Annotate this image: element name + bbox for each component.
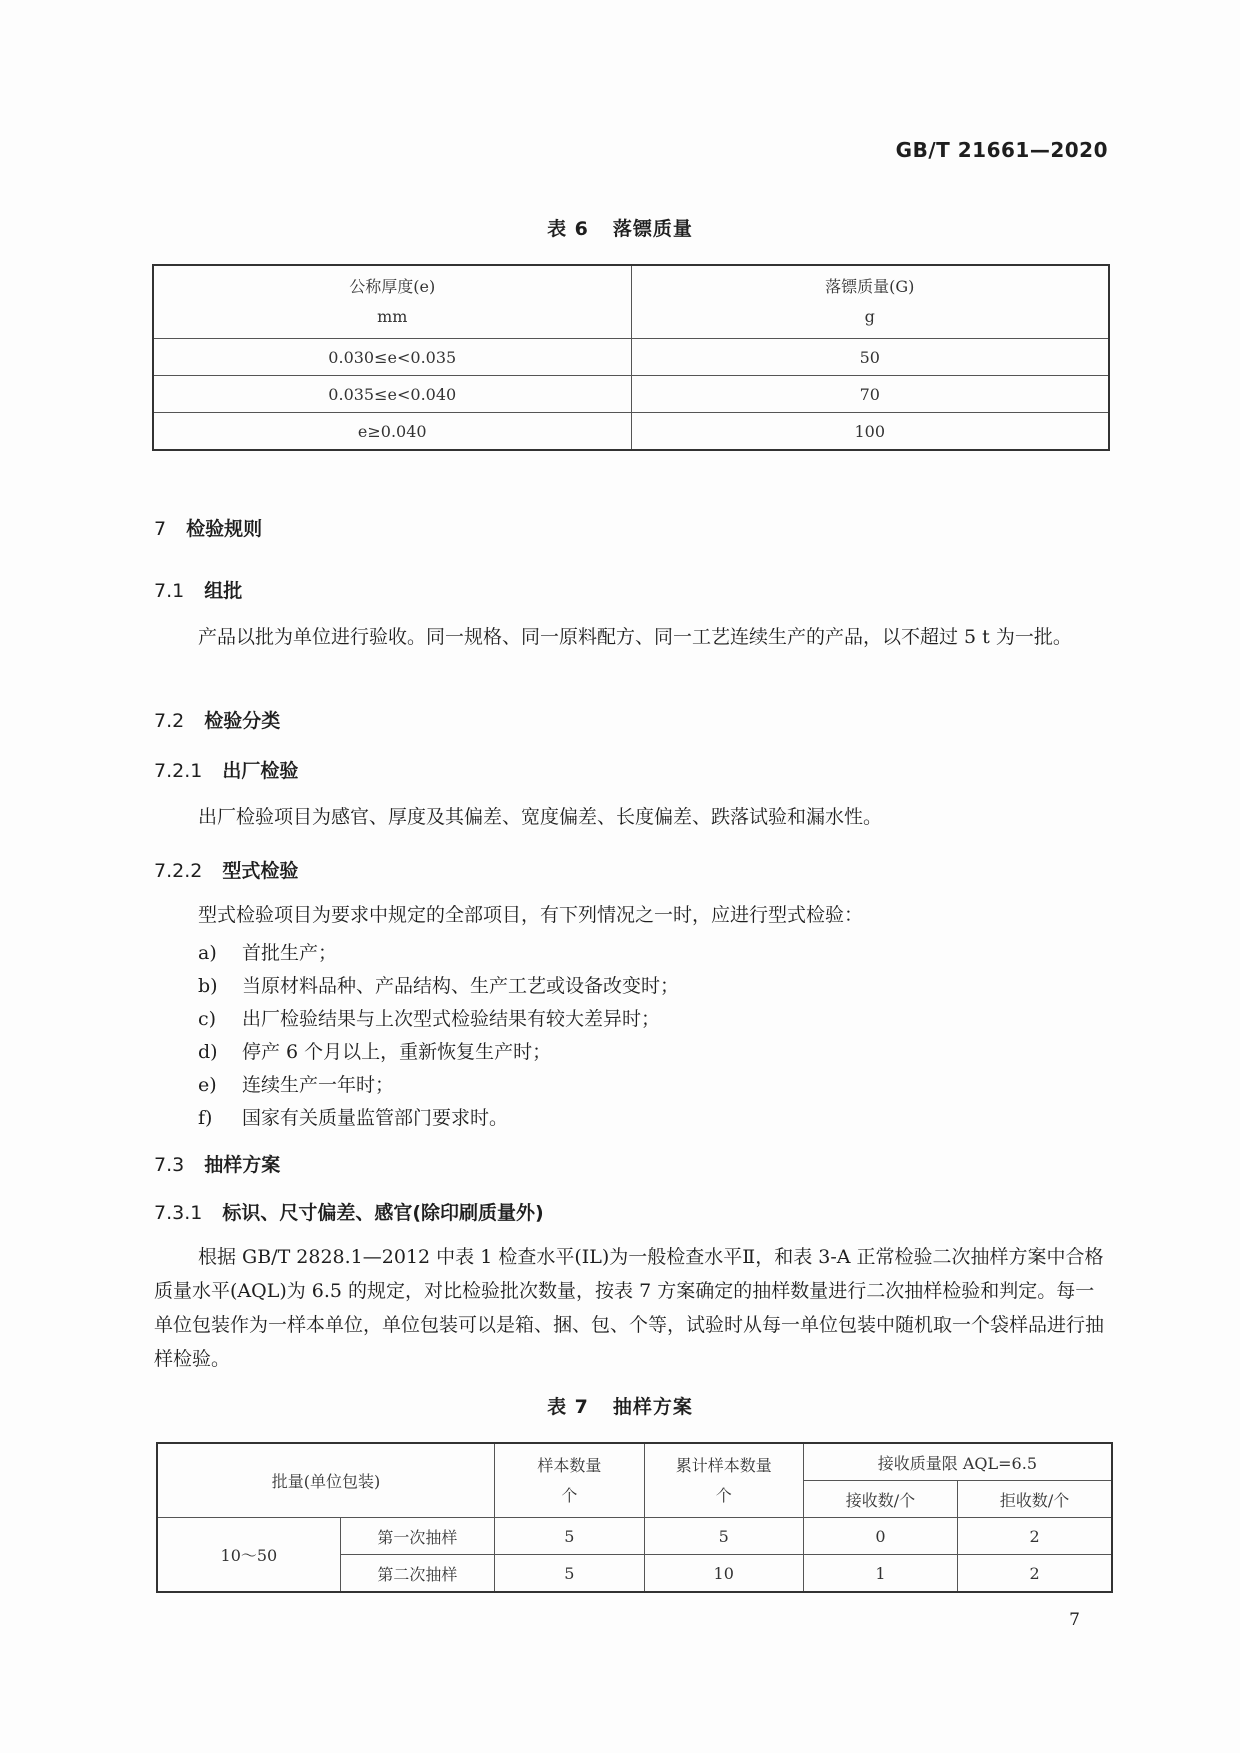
table7-header-row [157, 1443, 1112, 1481]
table7-accept-header: 接收数/个 [803, 1481, 957, 1518]
section-title: 出厂检验 [222, 760, 299, 782]
list-text: 连续生产一年时； [242, 1074, 395, 1096]
table7-accept-cell: 1 [803, 1555, 957, 1593]
section-title: 检验规则 [186, 518, 263, 540]
section-number: 7.1 [154, 580, 185, 602]
table7-aql-header: 接收质量限 AQL=6.5 [803, 1443, 1112, 1481]
table6-mass-cell: 50 [631, 339, 1109, 376]
list-text: 出厂检验结果与上次型式检验结果有较大差异时； [242, 1008, 661, 1030]
standard-number: GB/T 21661—2020 [895, 138, 1108, 162]
table7-stage-cell: 第二次抽样 [340, 1555, 494, 1593]
table7-sample-header [495, 1443, 645, 1518]
table6-col1-unit: mm [377, 307, 408, 326]
list-marker: d) [198, 1041, 218, 1063]
table-row [153, 413, 1109, 451]
section-7-2-1-heading [154, 756, 298, 783]
section-number: 7.2.1 [154, 760, 203, 782]
table7-sample-cell: 5 [495, 1518, 645, 1555]
list-text: 首批生产； [242, 942, 338, 964]
table6-thickness-cell: 0.030≤e<0.035 [153, 339, 631, 376]
list-marker: f) [198, 1107, 213, 1129]
table7-stage-cell: 第一次抽样 [340, 1518, 494, 1555]
section-title: 检验分类 [204, 710, 281, 732]
list-text: 国家有关质量监管部门要求时。 [242, 1107, 509, 1129]
section-7-2-1-text: 出厂检验项目为感官、厚度及其偏差、宽度偏差、长度偏差、跌落试验和漏水性。 [198, 806, 883, 828]
section-7-3-1-heading [154, 1198, 544, 1225]
table7-caption [0, 1392, 1240, 1419]
list-item [198, 1070, 394, 1097]
table6-header-row [153, 265, 1109, 339]
table-row [153, 339, 1109, 376]
table6-col2-header [631, 265, 1109, 339]
list-marker: c) [198, 1008, 217, 1030]
section-number: 7 [154, 518, 167, 540]
table6-col2-unit: g [864, 307, 875, 326]
table6-number: 表 6 [547, 218, 589, 240]
table7-title: 抽样方案 [612, 1396, 693, 1418]
list-text: 当原材料品种、产品结构、生产工艺或设备改变时； [242, 975, 680, 997]
table6-col1-title: 公称厚度(e) [349, 277, 436, 296]
list-item [198, 1004, 660, 1031]
table6-title: 落镖质量 [612, 218, 693, 240]
section-number: 7.2.2 [154, 860, 203, 882]
section-number: 7.2 [154, 710, 185, 732]
list-item [198, 971, 679, 998]
list-marker: b) [198, 975, 218, 997]
table7 [156, 1442, 1113, 1593]
section-7-3-heading [154, 1150, 280, 1177]
table7-reject-cell: 2 [958, 1555, 1112, 1593]
section-7-1-text: 产品以批为单位进行验收。同一规格、同一原料配方、同一工艺连续生产的产品，以不超过 5 t 为一批。 [198, 626, 1072, 648]
table6-caption [0, 214, 1240, 241]
table6-col2-title: 落镖质量(G) [825, 277, 915, 296]
table7-cum-cell: 10 [644, 1555, 803, 1593]
list-item [198, 938, 337, 965]
list-item [198, 1037, 551, 1064]
section-title: 组批 [204, 580, 243, 602]
list-item [198, 1103, 508, 1130]
section-title: 抽样方案 [204, 1154, 281, 1176]
list-marker: a) [198, 942, 217, 964]
section-title: 型式检验 [222, 860, 299, 882]
table-row [153, 376, 1109, 413]
section-7-2-2-text: 型式检验项目为要求中规定的全部项目，有下列情况之一时，应进行型式检验： [198, 904, 864, 926]
table7-reject-header: 拒收数/个 [958, 1481, 1112, 1518]
section-7-heading [154, 514, 262, 541]
table-row [157, 1518, 1112, 1555]
section-number: 7.3 [154, 1154, 185, 1176]
table7-sample-title: 样本数量 [537, 1455, 602, 1475]
table7-cum-cell: 5 [644, 1518, 803, 1555]
list-marker: e) [198, 1074, 217, 1096]
table7-reject-cell: 2 [958, 1518, 1112, 1555]
table7-cum-header [644, 1443, 803, 1518]
section-7-2-heading [154, 706, 280, 733]
section-7-1-heading [154, 576, 242, 603]
table7-number: 表 7 [547, 1396, 589, 1418]
table6-mass-cell: 70 [631, 376, 1109, 413]
table7-sample-unit: 个 [561, 1485, 578, 1505]
page-number: 7 [1069, 1610, 1080, 1630]
table7-cum-title: 累计样本数量 [675, 1455, 772, 1475]
table6-thickness-cell: e≥0.040 [153, 413, 631, 451]
section-number: 7.3.1 [154, 1202, 203, 1224]
table7-accept-cell: 0 [803, 1518, 957, 1555]
table6-thickness-cell: 0.035≤e<0.040 [153, 376, 631, 413]
table6-mass-cell: 100 [631, 413, 1109, 451]
list-text: 停产 6 个月以上，重新恢复生产时； [242, 1041, 552, 1063]
table7-cum-unit: 个 [715, 1485, 732, 1505]
section-title: 标识、尺寸偏差、感官(除印刷质量外) [222, 1202, 544, 1224]
table6 [152, 264, 1110, 451]
section-7-2-2-heading [154, 856, 298, 883]
table7-sample-cell: 5 [495, 1555, 645, 1593]
section-7-3-1-text: 根据 GB/T 2828.1—2012 中表 1 检查水平(IL)为一般检查水平Ⅱ，和表 3-A 正常检验二次抽样方案中合格质量水平(AQL)为 6.5 的规定，对比检验批次数量，按表 7 方案确定的抽样数量进行二次抽样检验和判定。每一单位包装作为一样本单位，单位包装可以是箱、捆、包、个等，试验时从每一单位包装中随机取一个袋样品进行抽样检验。 [154, 1246, 1105, 1370]
table7-batch-header: 批量(单位包装) [157, 1443, 495, 1518]
table7-batch-cell: 10～50 [157, 1518, 340, 1593]
table6-col1-header [153, 265, 631, 339]
